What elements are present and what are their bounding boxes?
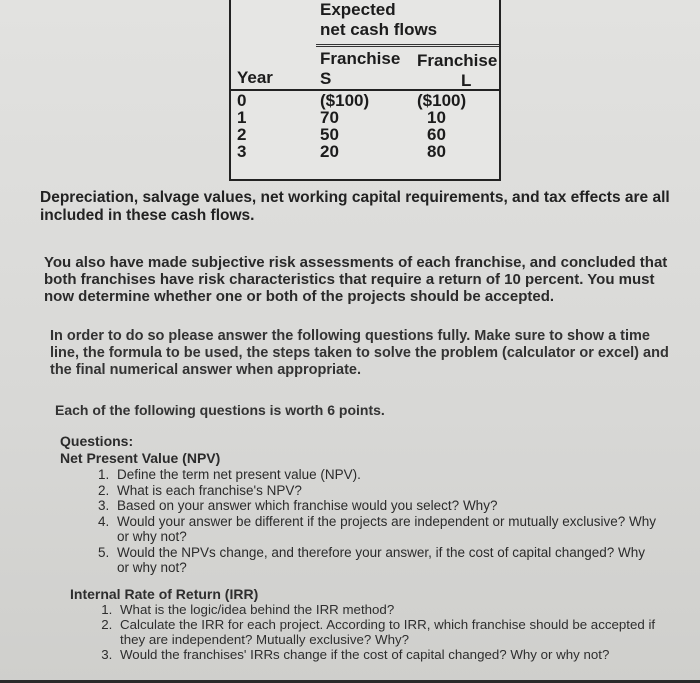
year-column [237, 92, 246, 160]
list-item: 4. Would your answer be different if the projects are independent or mutually exclusive? Why or why not? [113, 514, 660, 545]
paragraph-risk-assessment: You also have made subjective risk assessments of each franchise, and concluded that both franchises have risk characteristics that require a return of 10 percent. You must now determine whether one or both of the projects should be accepted. [44, 254, 668, 305]
header-line: Expected [320, 0, 396, 19]
table-cell: 70 [320, 108, 339, 127]
list-item: 2. What is each franchise's NPV? [113, 483, 660, 499]
franchise-s-column [320, 92, 369, 160]
irr-heading: Internal Rate of Return (IRR) [70, 586, 259, 602]
list-item: 3. Would the franchises' IRRs change if the cost of capital changed? Why or why not? [116, 647, 670, 662]
table-cell: 2 [237, 125, 247, 144]
list-item: 3. Based on your answer which franchise would you select? Why? [113, 498, 660, 514]
paragraph-points: Each of the following questions is worth 6 points. [55, 402, 385, 418]
list-item: 5. Would the NPVs change, and therefore your answer, if the cost of capital changed? Why or why not? [113, 545, 660, 576]
npv-questions [60, 433, 660, 576]
table-group-header [320, 0, 437, 40]
list-item: 1. Define the term net present value (NPV). [113, 467, 660, 483]
list-item: 1. What is the logic/idea behind the IRR method? [116, 602, 670, 617]
table-cell: 0 [237, 91, 247, 110]
npv-heading: Net Present Value (NPV) [60, 450, 221, 466]
table-cell: 1 [237, 108, 247, 127]
table-cell: 20 [320, 142, 339, 161]
table-cell: ($100) [417, 91, 467, 110]
table-cell: 80 [427, 142, 446, 161]
header-line: L [461, 71, 472, 90]
header-line: net cash flows [320, 20, 438, 39]
column-header-s [320, 49, 400, 89]
table-cell: 50 [320, 125, 339, 144]
paragraph-cash-flow-note: Depreciation, salvage values, net working capital requirements, and tax effects are all included in these cash flows. [40, 189, 670, 224]
table-cell: 60 [427, 125, 446, 144]
column-header-year: Year [237, 68, 273, 87]
paragraph-instructions: In order to do so please answer the following questions fully. Make sure to show a time line, the formula to be used, the steps taken to solve the problem (calculator or excel) and the final numerical answer when appropriate. [50, 328, 669, 378]
irr-questions [70, 586, 670, 662]
header-divider [316, 44, 499, 47]
questions-heading: Questions: [60, 433, 134, 449]
table-cell: 3 [237, 142, 247, 161]
cash-flow-table [229, 0, 501, 181]
franchise-l-column [417, 92, 466, 160]
list-item: 2. Calculate the IRR for each project. According to IRR, which franchise should be accepted if they are independent? Mutually exclusive? Why? [116, 617, 670, 647]
header-line: S [320, 69, 332, 88]
header-line: Franchise [320, 49, 401, 68]
column-header-l [417, 51, 497, 91]
header-line: Franchise [417, 51, 498, 70]
table-cell: ($100) [320, 91, 370, 110]
table-cell: 10 [427, 108, 446, 127]
